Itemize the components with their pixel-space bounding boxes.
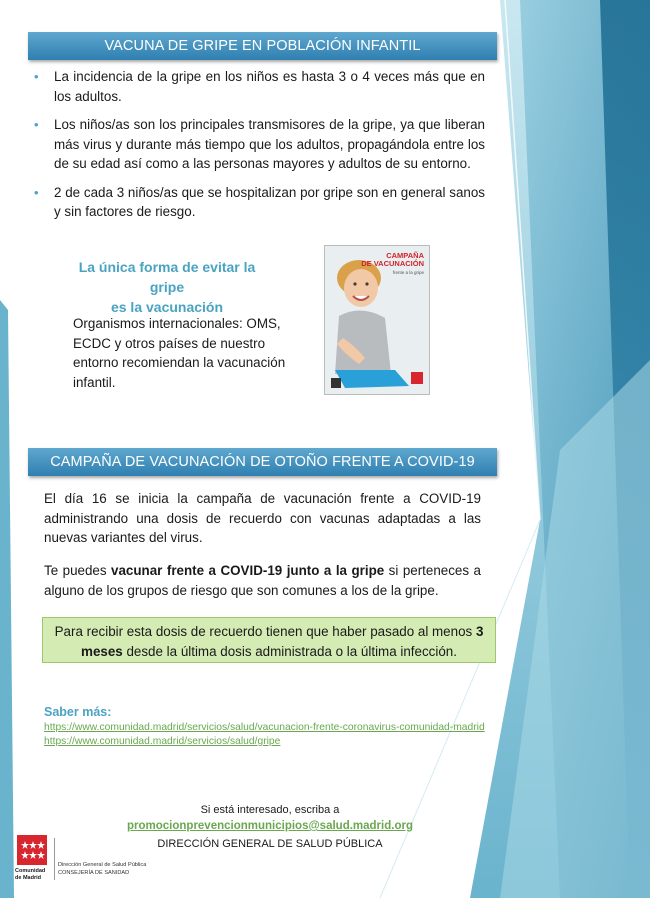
poster-title: [361, 252, 424, 268]
poster-title-line: CAMPAÑA: [386, 251, 424, 260]
booster-notice-box: [42, 617, 496, 663]
paragraph-text: Te puedes: [44, 563, 112, 578]
paragraph-text: si perteneces a alguno de los grupos de riesgo que son comunes a los de la gripe.: [44, 563, 481, 598]
footer-line: Dirección General de Salud Pública: [58, 862, 147, 868]
flu-info-link[interactable]: https://www.comunidad.madrid/servicios/salud/gripe: [44, 736, 281, 747]
footer-divider: [54, 838, 55, 880]
child-illustration: [325, 246, 429, 394]
list-item: • Los niños/as son los principales transmisores de la gripe, ya que liberan más virus y durante más tiempo que los adultos, propagándola entre los de su edad así como a las personas mayores y adultos de su entorno.: [30, 115, 485, 174]
footer-department: [58, 862, 146, 877]
poster-title-line: DE VACUNACIÓN: [361, 259, 424, 268]
footer-line: CONSEJERÍA DE SANIDAD: [58, 869, 130, 876]
organizations-text: Organismos internacionales: OMS, ECDC y otros países de nuestro entorno recomiendan la vacunación infantil.: [73, 316, 286, 390]
poster-subtitle: frente a la gripe: [392, 270, 424, 275]
comunidad-madrid-logo: [17, 835, 47, 870]
section-title-covid-campaign: CAMPAÑA DE VACUNACIÓN DE OTOÑO FRENTE A COVID-19: [28, 448, 497, 476]
department-name: DIRECCIÓN GENERAL DE SALUD PÚBLICA: [157, 838, 383, 850]
campaign-poster-image: [324, 245, 430, 395]
logo-label: [15, 868, 45, 881]
paragraph-bold-text: vacunar frente a COVID-19 junto a la gripe: [111, 563, 385, 578]
list-item: • 2 de cada 3 niños/as que se hospitalizan por gripe son en general sanos y sin factores de riesgo.: [30, 183, 485, 222]
logo-label-line: Comunidad: [15, 868, 46, 874]
covid-info-link[interactable]: https://www.comunidad.madrid/servicios/salud/vacunacion-frente-coronavirus-comunidad-madrid: [44, 722, 485, 733]
notice-bold-text: 3 meses: [81, 624, 484, 659]
list-item: • La incidencia de la gripe en los niños es hasta 3 o 4 veces más que en los adultos.: [30, 67, 485, 106]
contact-email-line: [110, 820, 430, 832]
more-info-label: Saber más:: [44, 705, 112, 719]
vaccination-slogan: [62, 257, 272, 317]
madrid-flag-icon: [17, 835, 47, 865]
notice-text: desde la última dosis administrada o la última infección.: [122, 644, 457, 659]
contact-intro: Si está interesado, escriba a: [200, 804, 340, 816]
campaign-paragraph: El día 16 se inicia la campaña de vacunación frente a COVID-19 administrando una dosis de recuerdo con vacunas adaptadas a las nuevas variantes del virus.: [44, 491, 481, 545]
slogan-line: La única forma de evitar la gripe: [78, 259, 256, 295]
logo-label-line: de Madrid: [15, 874, 41, 881]
slogan-line: es la vacunación: [110, 299, 224, 315]
section-title-infant-flu: VACUNA DE GRIPE EN POBLACIÓN INFANTIL: [28, 32, 497, 60]
notice-text: Para recibir esta dosis de recuerdo tienen que haber pasado al menos: [54, 624, 476, 639]
flu-facts-list: [30, 67, 485, 231]
contact-email-link[interactable]: promocionprevencionmunicipios@salud.madrid.org: [127, 820, 413, 832]
co-vaccination-paragraph: [44, 561, 481, 600]
